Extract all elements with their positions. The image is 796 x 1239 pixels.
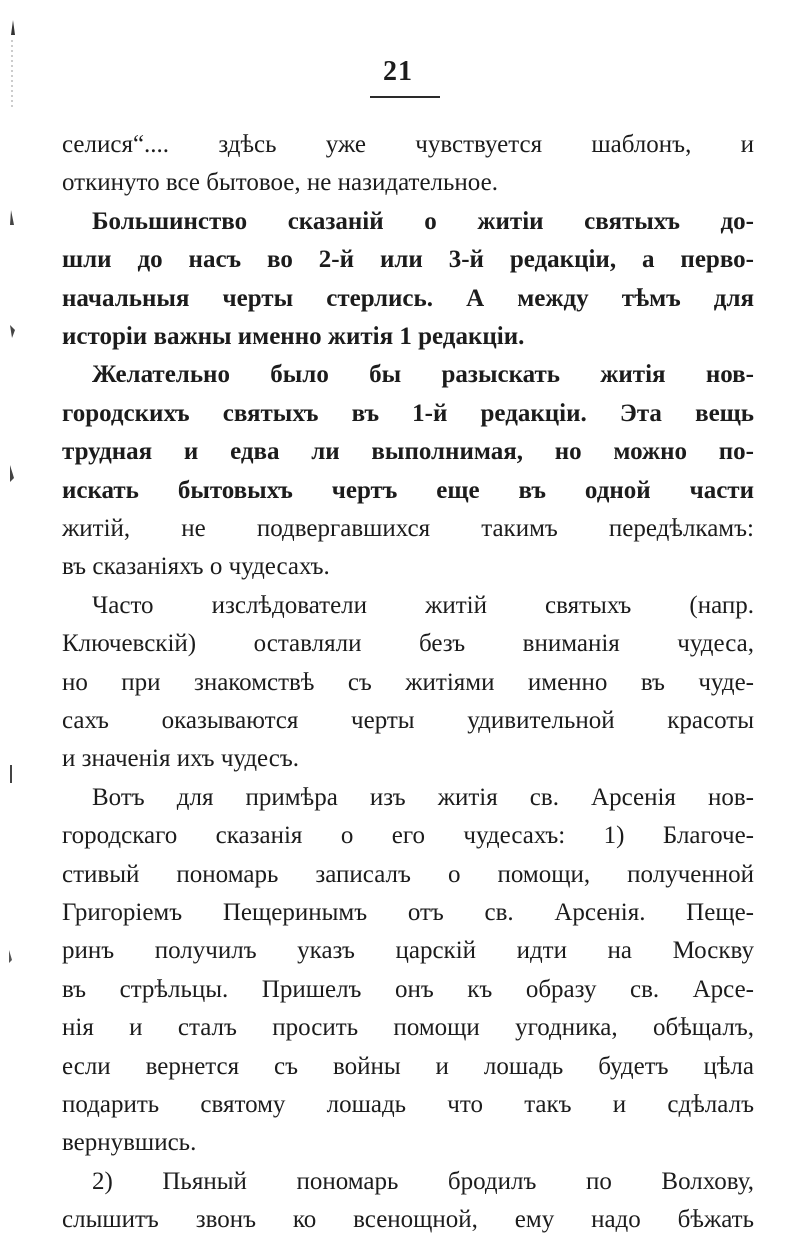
text-line: шли до насъ во 2-й или 3-й редакціи, а перво- — [62, 246, 754, 273]
text-line: стивый пономарь записалъ о помощи, полученной — [62, 861, 754, 888]
text-line: и значенія ихъ чудесъ. — [62, 745, 300, 772]
text-line: искать бытовыхъ чертъ еще въ одной части — [62, 477, 754, 504]
text-line: нія и сталъ просить помощи угодника, обѣщалъ, — [62, 1014, 754, 1041]
text-line: Часто изслѣдователи житій святыхъ (напр. — [92, 592, 754, 619]
text-line: въ стрѣльцы. Пришелъ онъ къ образу св. Арсе- — [62, 976, 754, 1003]
text-line: но при знакомствѣ съ житіями именно въ чуде- — [62, 669, 754, 696]
text-line: Желательно было бы разыскать житія нов- — [92, 361, 754, 388]
text-line: городскаго сказанія о его чудесахъ: 1) Благоче- — [62, 822, 754, 849]
text-line: исторіи важны именно житія 1 редакціи. — [62, 323, 525, 350]
text-line: откинуто все бытовое, не назидательное. — [62, 169, 498, 196]
text-line: вернувшись. — [62, 1129, 197, 1156]
text-line: слышитъ звонъ ко всенощной, ему надо бѣжать — [62, 1206, 754, 1233]
text-line: трудная и едва ли выполнимая, но можно по- — [62, 438, 754, 465]
text-line: Григоріемъ Пещеринымъ отъ св. Арсенія. Пеще- — [62, 899, 754, 926]
text-line: житій, не подвергавшихся такимъ передѣлкамъ: — [62, 515, 754, 542]
text-line: начальныя черты стерлись. А между тѣмъ для — [62, 285, 754, 312]
text-line: подарить святому лошадь что такъ и сдѣлалъ — [62, 1091, 754, 1118]
text-line: Вотъ для примѣра изъ житія св. Арсенія нов- — [92, 784, 754, 811]
text-line: сахъ оказываются черты удивительной красоты — [62, 707, 754, 734]
text-line: Большинство сказаній о житіи святыхъ до- — [92, 208, 754, 235]
text-line: городскихъ святыхъ въ 1-й редакціи. Эта вещь — [62, 400, 754, 427]
page-number-rule — [370, 96, 440, 98]
text-line: Ключевскій) оставляли безъ вниманія чудеса, — [62, 630, 754, 657]
text-line: въ сказаніяхъ о чудесахъ. — [62, 553, 330, 580]
text-line: селися“.... здѣсь уже чувствуется шаблонъ, и — [62, 131, 754, 158]
text-line: 2) Пьяный пономарь бродилъ по Волхову, — [92, 1168, 754, 1195]
text-line: ринъ получилъ указъ царскій идти на Москву — [62, 937, 754, 964]
text-line: если вернется съ войны и лошадь будетъ цѣла — [62, 1053, 754, 1080]
margin-scan-marks — [0, 0, 26, 1229]
page-number: 21 — [383, 56, 413, 87]
